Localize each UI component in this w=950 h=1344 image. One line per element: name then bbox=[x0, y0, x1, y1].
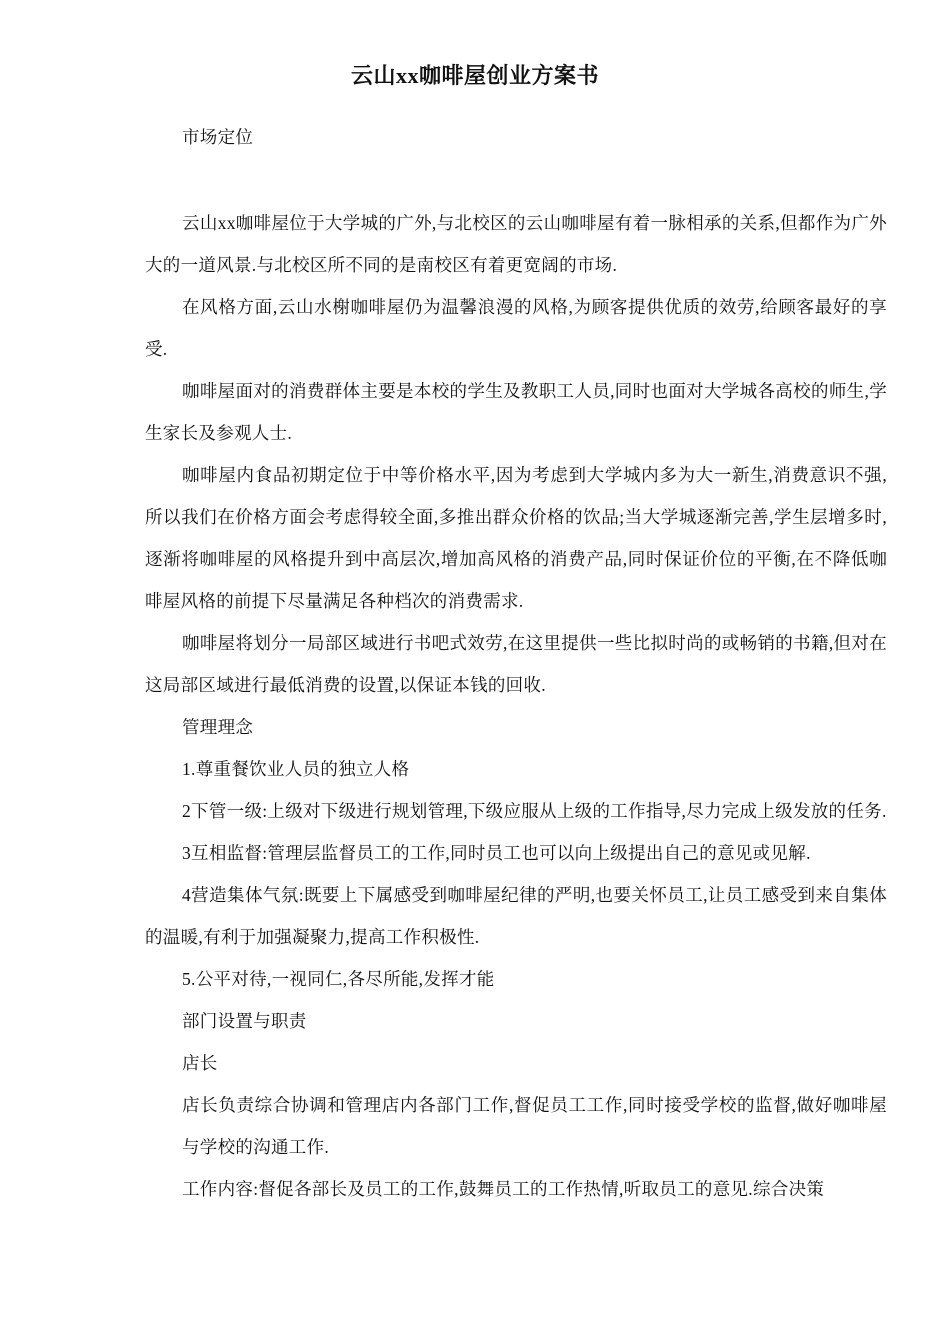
document-body bbox=[145, 116, 887, 1210]
paragraph-customers: 咖啡屋面对的消费群体主要是本校的学生及教职工人员,同时也面对大学城各高校的师生,学生家长及参观人士. bbox=[145, 381, 887, 443]
paragraph-style: 在风格方面,云山水榭咖啡屋仍为温馨浪漫的风格,为顾客提供优质的效劳,给顾客最好的享受. bbox=[145, 297, 887, 359]
list-item-5: 5.公平对待,一视同仁,各尽所能,发挥才能 bbox=[182, 969, 495, 989]
heading-store-manager: 店长 bbox=[182, 1053, 218, 1073]
paragraph-manager-duties: 店长负责综合协调和管理店内各部门工作,督促员工工作,同时接受学校的监督,做好咖啡屋与学校的沟通工作. bbox=[182, 1095, 887, 1157]
heading-departments: 部门设置与职责 bbox=[182, 1011, 307, 1031]
paragraph-location: 云山xx咖啡屋位于大学城的广外,与北校区的云山咖啡屋有着一脉相承的关系,但都作为广外大的一道风景.与北校区所不同的是南校区有着更宽阔的市场. bbox=[145, 213, 887, 275]
list-item-2: 2下管一级:上级对下级进行规划管理,下级应服从上级的工作指导,尽力完成上级发放的任务. bbox=[182, 801, 887, 821]
paragraph-pricing: 咖啡屋内食品初期定位于中等价格水平,因为考虑到大学城内多为大一新生,消费意识不强,所以我们在价格方面会考虑得较全面,多推出群众价格的饮品;当大学城逐渐完善,学生层增多时,逐渐将咖啡屋的风格提升到中高层次,增加高风格的消费产品,同时保证价位的平衡,在不降低咖啡屋风格的前提下尽量满足各种档次的消费需求. bbox=[145, 465, 887, 611]
blank-line bbox=[145, 158, 887, 202]
heading-management-philosophy: 管理理念 bbox=[182, 717, 254, 737]
document-title: 云山xx咖啡屋创业方案书 bbox=[350, 63, 599, 88]
paragraph-work-content: 工作内容:督促各部长及员工的工作,鼓舞员工的工作热情,听取员工的意见.综合决策 bbox=[182, 1179, 825, 1199]
list-item-4: 4营造集体气氛:既要上下属感受到咖啡屋纪律的严明,也要关怀员工,让员工感受到来自集体的温暖,有利于加强凝聚力,提高工作积极性. bbox=[145, 885, 887, 947]
list-item-3: 3互相监督:管理层监督员工的工作,同时员工也可以向上级提出自己的意见或见解. bbox=[182, 843, 811, 863]
paragraph-book-bar: 咖啡屋将划分一局部区域进行书吧式效劳,在这里提供一些比拟时尚的或畅销的书籍,但对在这局部区域进行最低消费的设置,以保证本钱的回收. bbox=[145, 633, 887, 695]
list-item-1: 1.尊重餐饮业人员的独立人格 bbox=[182, 759, 410, 779]
heading-market-positioning: 市场定位 bbox=[182, 127, 254, 147]
